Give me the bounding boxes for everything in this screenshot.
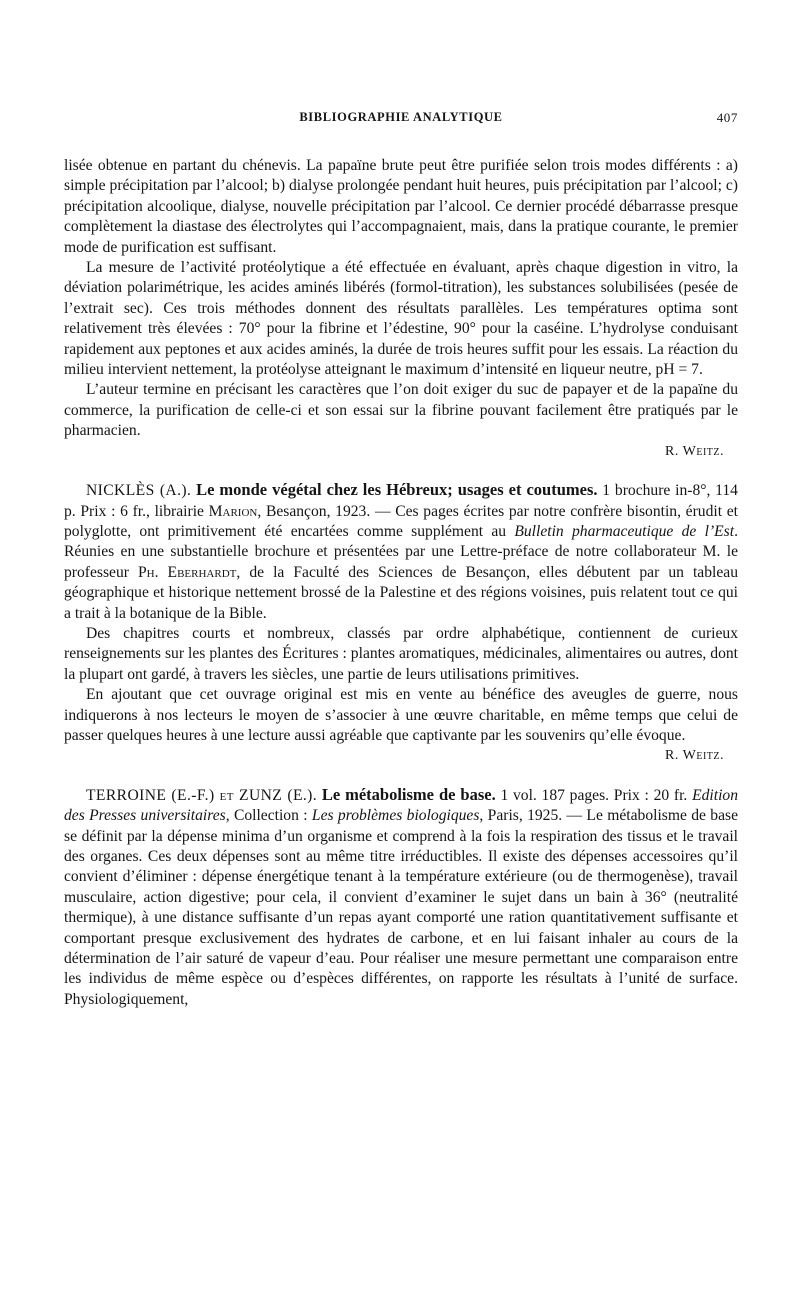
review-entry: [64, 785, 738, 1010]
publisher-name: Marion: [208, 502, 258, 520]
paragraph: La mesure de l’activité protéolytique a été effectuée en évaluant, après chaque digestion in vitro, la déviation polarimétrique, les acides aminés libérés (formol-titration), les substances solubilisées (pesée de l’extrait sec). Ces trois méthodes donnent des résultats parallèles. Les températures optima sont relativement très élevées : 70° pour la fibrine et l’édestine, 90° pour la caséine. L’hydrolyse conduisant rapidement aux peptones et aux acides aminés, la durée de trois heures suffit pour les essais. La réaction du milieu intervient nettement, la protéolyse atteignant le maximum d’intensité en liqueur neutre, pH = 7.: [64, 259, 738, 379]
entry-text: , Paris, 1925. — Le métabolisme de base se définit par la dépense minima d’un organisme et comprend à la fois la respiration des tissus et le travail des organes. Ces deux dépenses sont au même titre irréductibles. Il existe des dépenses accessoires qu’il convient d’éliminer : dépense énergétique tenant à la température extérieure (ou de thermogenèse), travail musculaire, action digestive; pour cela, il convient d’examiner le sujet dans un bain à 36° (neutralité thermique), à une distance suffisante d’un repas ayant comporté une ration quantitativement suffisante et comportant presque exclusivement des hydrates de carbone, et en lui faisant inhaler au cours de la détermination de l’air saturé de vapeur d’eau. Pour réaliser une mesure permettant une comparaison entre les individus de même espèce ou d’espèces différentes, on rapporte les résultats à l’unité de surface. Physiologiquement,: [64, 807, 738, 1008]
review-nickles: [64, 480, 738, 767]
journal-title: Bulletin pharmaceutique de l’Est: [514, 522, 735, 540]
paragraph: lisée obtenue en partant du chénevis. La papaïne brute peut être purifiée selon trois modes différents : a) simple précipitation par l’alcool; b) dialyse prolongée pendant huit heures, puis précipitation par l’alcool; c) précipitation alcoolique, dialyse, nouvelle précipitation par l’alcool. Ce dernier procédé débarrasse presque complètement la diastase des électrolytes qui l’accompagnaient, mais, dans la pratique courante, le premier mode de purification est suffisant.: [64, 157, 738, 256]
entry-text: 1 vol. 187 pages. Prix : 20 fr.: [495, 786, 693, 804]
paragraph: L’auteur termine en précisant les caractères que l’on doit exiger du suc de papayer et de la papaïne du commerce, la purification de celle-ci et son essai sur la fibrine pouvant facilement être pratiqués par le pharmacien.: [64, 381, 738, 440]
review-entry: [64, 480, 738, 624]
edition-name: Edition des Presses universitaires: [64, 786, 738, 825]
paragraph: En ajoutant que cet ouvrage original est mis en vente au bénéfice des aveugles de guerre, nous indiquerons à nos lecteurs le moyen de s’associer à une œuvre charitable, en même temps que celui de passer quelques heures à une lecture aussi agréable que captivante par les souvenirs qu’elle évoque.: [64, 686, 738, 744]
review-terroine-zunz: [64, 785, 738, 1010]
collection-name: Les problèmes biologiques: [311, 807, 480, 825]
running-title: BIBLIOGRAPHIE ANALYTIQUE: [299, 110, 503, 124]
review-signature: R. Weitz.: [665, 443, 724, 459]
entry-text: . Réunies en une substantielle brochure et présentées par une Lettre-préface de notre collaborateur M. le professeur: [64, 522, 738, 581]
entry-text: 1 brochure in-8°, 114 p. Prix : 6 fr., librairie: [64, 482, 738, 520]
entry-text: , Collection :: [225, 807, 312, 825]
professor-name: Ph. Eberhardt: [138, 563, 237, 581]
book-title: Le monde végétal chez les Hébreux; usages et coutumes.: [196, 480, 598, 500]
entry-text: , Besançon, 1923. — Ces pages écrites par notre confrère bisontin, érudit et polyglotte, ont primitivement été encartées comme supplément au: [64, 502, 738, 540]
book-title: Le métabolisme de base.: [321, 784, 496, 804]
review-signature: R. Weitz.: [665, 748, 724, 764]
running-header: [64, 108, 738, 130]
document-page: [64, 108, 738, 1288]
page-number: 407: [716, 110, 738, 125]
paragraph: Des chapitres courts et nombreux, classés par ordre alphabétique, contiennent de curieux renseignements sur les plantes des Écritures : plantes aromatiques, médicinales, alimentaires ou autres, dont la plupart ont gardé, à travers les siècles, une partie de leurs utilisations primitives.: [64, 624, 738, 683]
entry-text: , de la Faculté des Sciences de Besançon, elles débutent par un tableau géographique et historique nettement brossé de la Palestine et des régions voisines, puis relatent tout ce qui a trait à la botanique de la Bible.: [64, 563, 738, 622]
review-author: NICKLÈS (A.).: [86, 482, 192, 500]
review-papaine: [64, 156, 738, 462]
review-author: TERROINE (E.-F.) et ZUNZ (E.).: [86, 786, 318, 804]
